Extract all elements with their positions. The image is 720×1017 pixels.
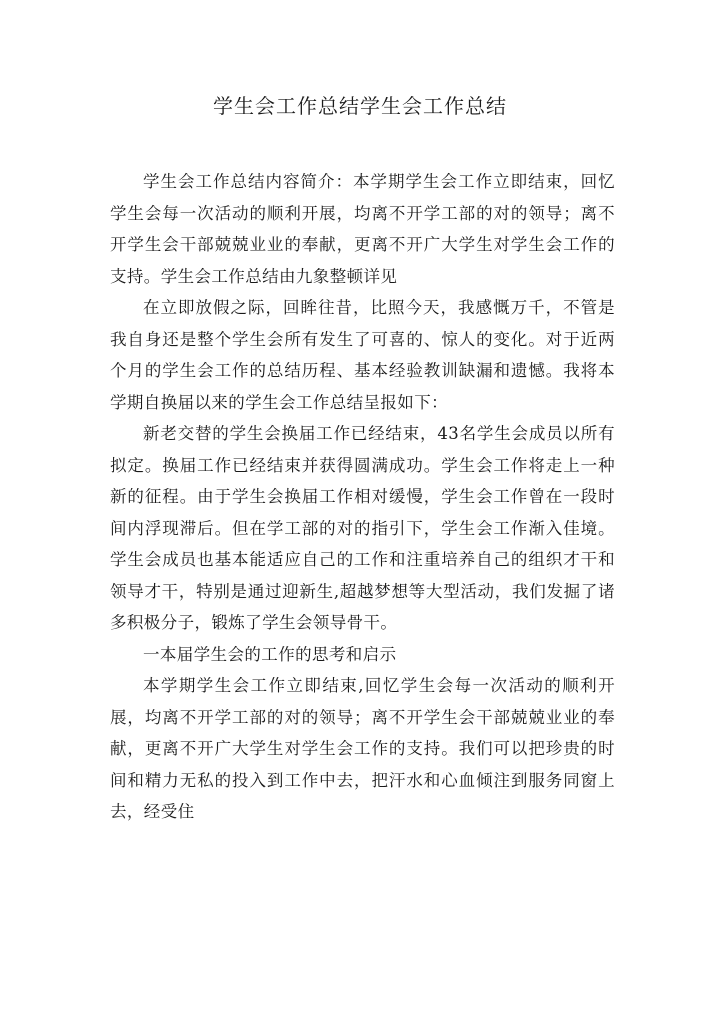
paragraph-intro: 学生会工作总结内容简介：本学期学生会工作立即结束，回忆学生会每一次活动的顺利开展，均离不开学工部的对的领导；离不开学生会干部兢兢业业的奉献，更离不开广大学生对学生会工作的支持。学生会工作总结由九象整顿详见	[110, 172, 615, 286]
section-heading: 一本届学生会的工作的思考和启示	[143, 644, 397, 664]
document-body	[110, 166, 615, 828]
page-title: 学生会工作总结学生会工作总结	[213, 94, 507, 118]
paragraph-summary: 本学期学生会工作立即结束,回忆学生会每一次活动的顺利开展，均离不开学工部的对的领导；离不开学生会干部兢兢业业的奉献，更离不开广大学生对学生会工作的支持。我们可以把珍贵的时间和精力无私的投入到工作中去，把汗水和心血倾注到服务同窗上去，经受住	[110, 676, 615, 821]
paragraph-transition: 新老交替的学生会换届工作已经结束，43名学生会成员以所有拟定。换届工作已经结束并获得圆满成功。学生会工作将走上一种新的征程。由于学生会换届工作相对缓慢，学生会工作曾在一段时间内浮现滞后。但在学工部的对的指引下，学生会工作渐入佳境。学生会成员也基本能适应自己的工作和注重培养自己的组织才干和领导才干，特别是通过迎新生,超越梦想等大型活动，我们发掘了诸多积极分子，锻炼了学生会领导骨干。	[110, 424, 615, 632]
paragraph-reflection: 在立即放假之际，回眸往昔，比照今天，我感慨万千，不管是我自身还是整个学生会所有发生了可喜的、惊人的变化。对于近两个月的学生会工作的总结历程、基本经验教训缺漏和遗憾。我将本学期自换届以来的学生会工作总结呈报如下：	[110, 298, 615, 412]
